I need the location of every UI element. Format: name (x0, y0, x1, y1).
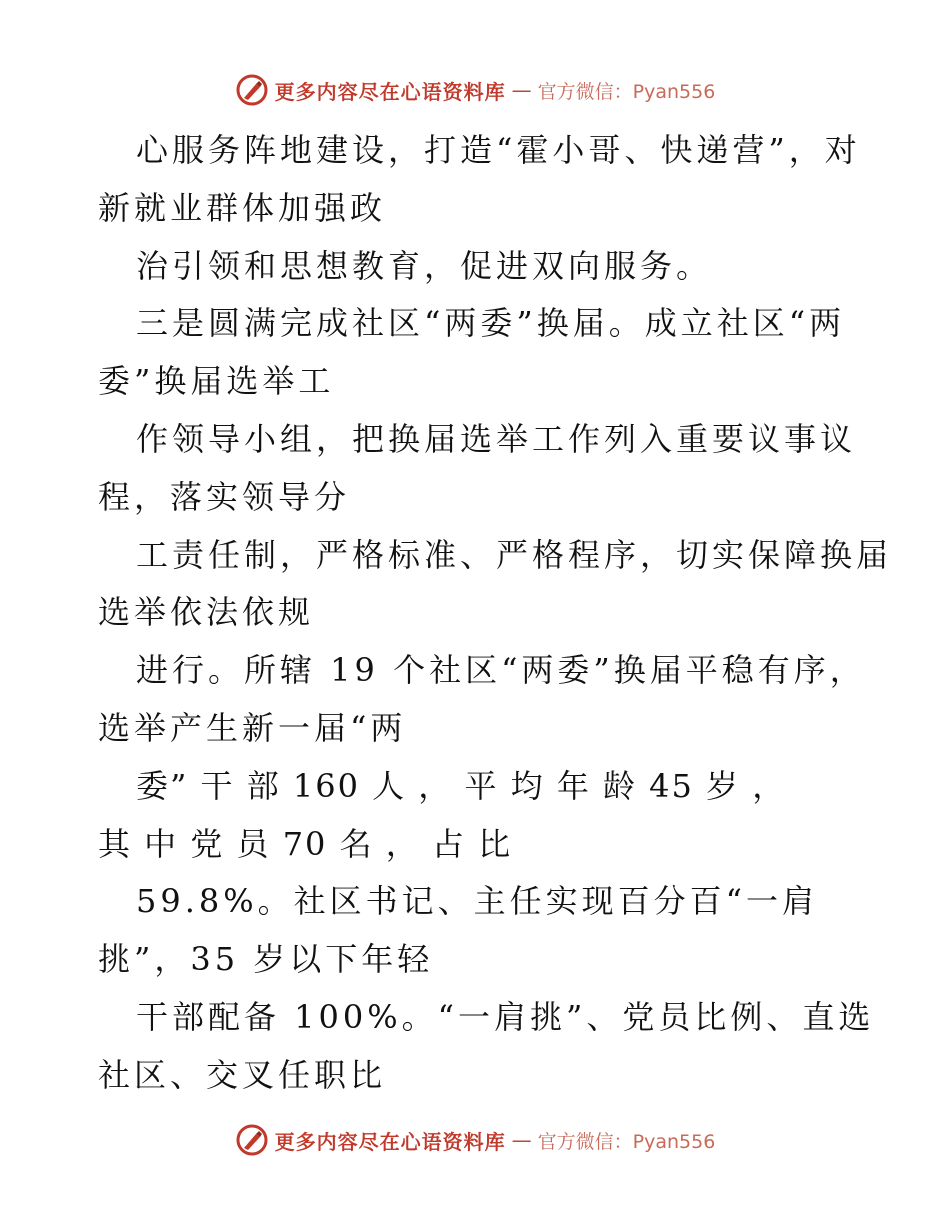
body-line: 社区、交叉任职比 (98, 1055, 387, 1094)
body-line: 其 中 党 员 70 名 ， 占 比 (98, 824, 513, 863)
body-line: 干部配备 100%。“一肩挑”、党员比例、直选 (136, 997, 875, 1036)
body-line: 进行。所辖 19 个社区“两委”换届平稳有序， (136, 651, 866, 690)
footer-watermark (0, 1120, 950, 1160)
body-line: 工责任制，严格标准、严格程序，切实保障换届 (136, 535, 893, 574)
watermark-separator: — (511, 78, 532, 102)
watermark-sub-text: 官方微信：Pyan556 (537, 1130, 716, 1153)
body-line: 选举依法依规 (98, 593, 315, 632)
watermark-main-text: 更多内容尽在心语资料库 (274, 79, 506, 104)
body-line: 委”换届选举工 (98, 362, 335, 401)
body-line: 治引领和思想教育，促进双向服务。 (136, 246, 713, 285)
pen-circle-logo-icon (235, 73, 269, 107)
body-line: 选举产生新一届“两 (98, 708, 407, 747)
watermark-sub-text: 官方微信：Pyan556 (537, 80, 716, 103)
header-watermark (0, 70, 950, 110)
document-body (98, 122, 893, 1105)
pen-circle-logo-icon (235, 1123, 269, 1157)
watermark-separator: — (511, 1128, 532, 1152)
body-line: 挑”，35 岁以下年轻 (98, 940, 434, 979)
watermark-main-text: 更多内容尽在心语资料库 (274, 1129, 506, 1154)
body-line: 59.8%。社区书记、主任实现百分百“一肩 (136, 882, 819, 921)
body-line: 作领导小组，把换届选举工作列入重要议事议 (136, 419, 857, 458)
body-line: 新就业群体加强政 (98, 188, 387, 227)
body-line: 委” 干 部 160 人 ， 平 均 年 龄 45 岁 ， (136, 766, 787, 805)
body-line: 心服务阵地建设，打造“霍小哥、快递营”，对 (136, 131, 861, 169)
body-line: 三是圆满完成社区“两委”换届。成立社区“两 (136, 304, 846, 343)
body-line: 程，落实领导分 (98, 477, 351, 516)
